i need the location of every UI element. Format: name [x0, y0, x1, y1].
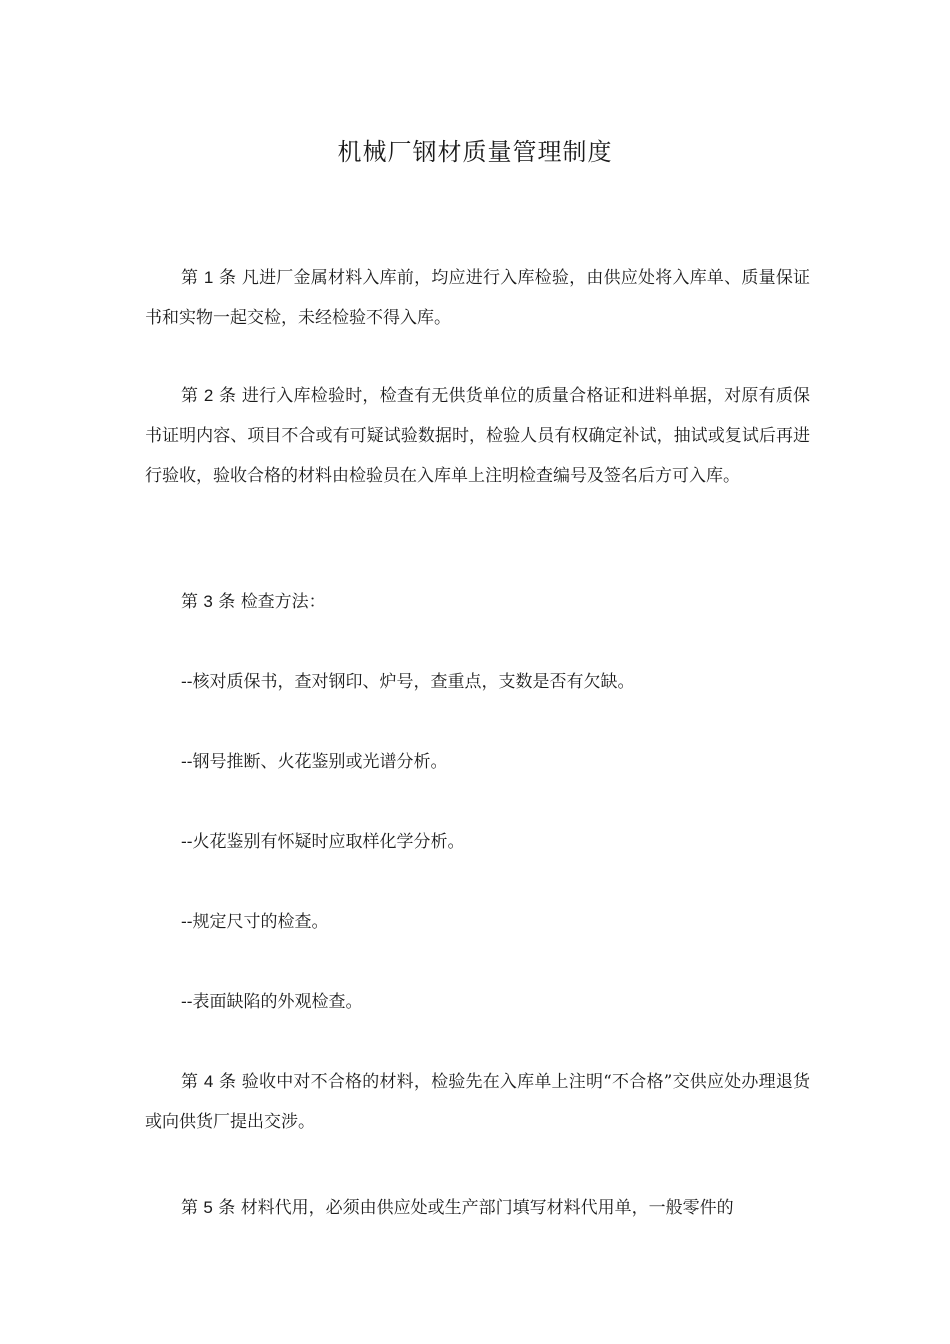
check-item-3: --火花鉴别有怀疑时应取样化学分析。: [181, 832, 465, 852]
article-3-number: 3: [203, 592, 213, 611]
article-1: [145, 258, 810, 338]
article-1-suffix: 条: [218, 268, 237, 288]
article-3: [145, 582, 810, 622]
article-4-suffix: 条: [218, 1072, 237, 1092]
check-item-5: --表面缺陷的外观检查。: [181, 992, 363, 1012]
article-5-prefix: 第: [181, 1198, 198, 1218]
article-2: [145, 376, 810, 496]
article-4: [145, 1062, 810, 1142]
article-3-suffix: 条: [218, 592, 236, 612]
article-2-text: 进行入库检验时，检查有无供货单位的质量合格证和进料单据，对原有质保书证明内容、项目不合或有可疑试验数据时，检验人员有权确定补试，抽试或复试后再进行验收，验收合格的材料由检验员在入库单上注明检查编号及签名后方可入库。: [145, 386, 811, 486]
article-5: [145, 1188, 810, 1228]
article-1-number: 1: [203, 268, 214, 287]
article-4-text: 验收中对不合格的材料，检验先在入库单上注明“不合格”交供应处办理退货或向供货厂提出交涉。: [145, 1072, 811, 1132]
article-1-prefix: 第: [181, 268, 199, 288]
check-item-4: --规定尺寸的检查。: [181, 912, 329, 932]
check-item-1: --核对质保书，查对钢印、炉号，查重点，支数是否有欠缺。: [181, 672, 635, 692]
article-5-text: 材料代用，必须由供应处或生产部门填写材料代用单，一般零件的: [240, 1198, 734, 1218]
article-3-prefix: 第: [181, 592, 198, 612]
check-item-2: --钢号推断、火花鉴别或光谱分析。: [181, 752, 448, 772]
document-title: 机械厂钢材质量管理制度: [337, 138, 613, 166]
article-2-prefix: 第: [181, 386, 199, 406]
article-4-number: 4: [203, 1072, 214, 1091]
article-4-prefix: 第: [181, 1072, 199, 1092]
article-3-text: 检查方法：: [240, 592, 326, 612]
article-5-suffix: 条: [218, 1198, 236, 1218]
article-1-text: 凡进厂金属材料入库前，均应进行入库检验，由供应处将入库单、质量保证书和实物一起交检，未经检验不得入库。: [145, 268, 811, 328]
article-5-number: 5: [203, 1198, 213, 1217]
article-2-suffix: 条: [218, 386, 237, 406]
article-2-number: 2: [203, 386, 214, 405]
